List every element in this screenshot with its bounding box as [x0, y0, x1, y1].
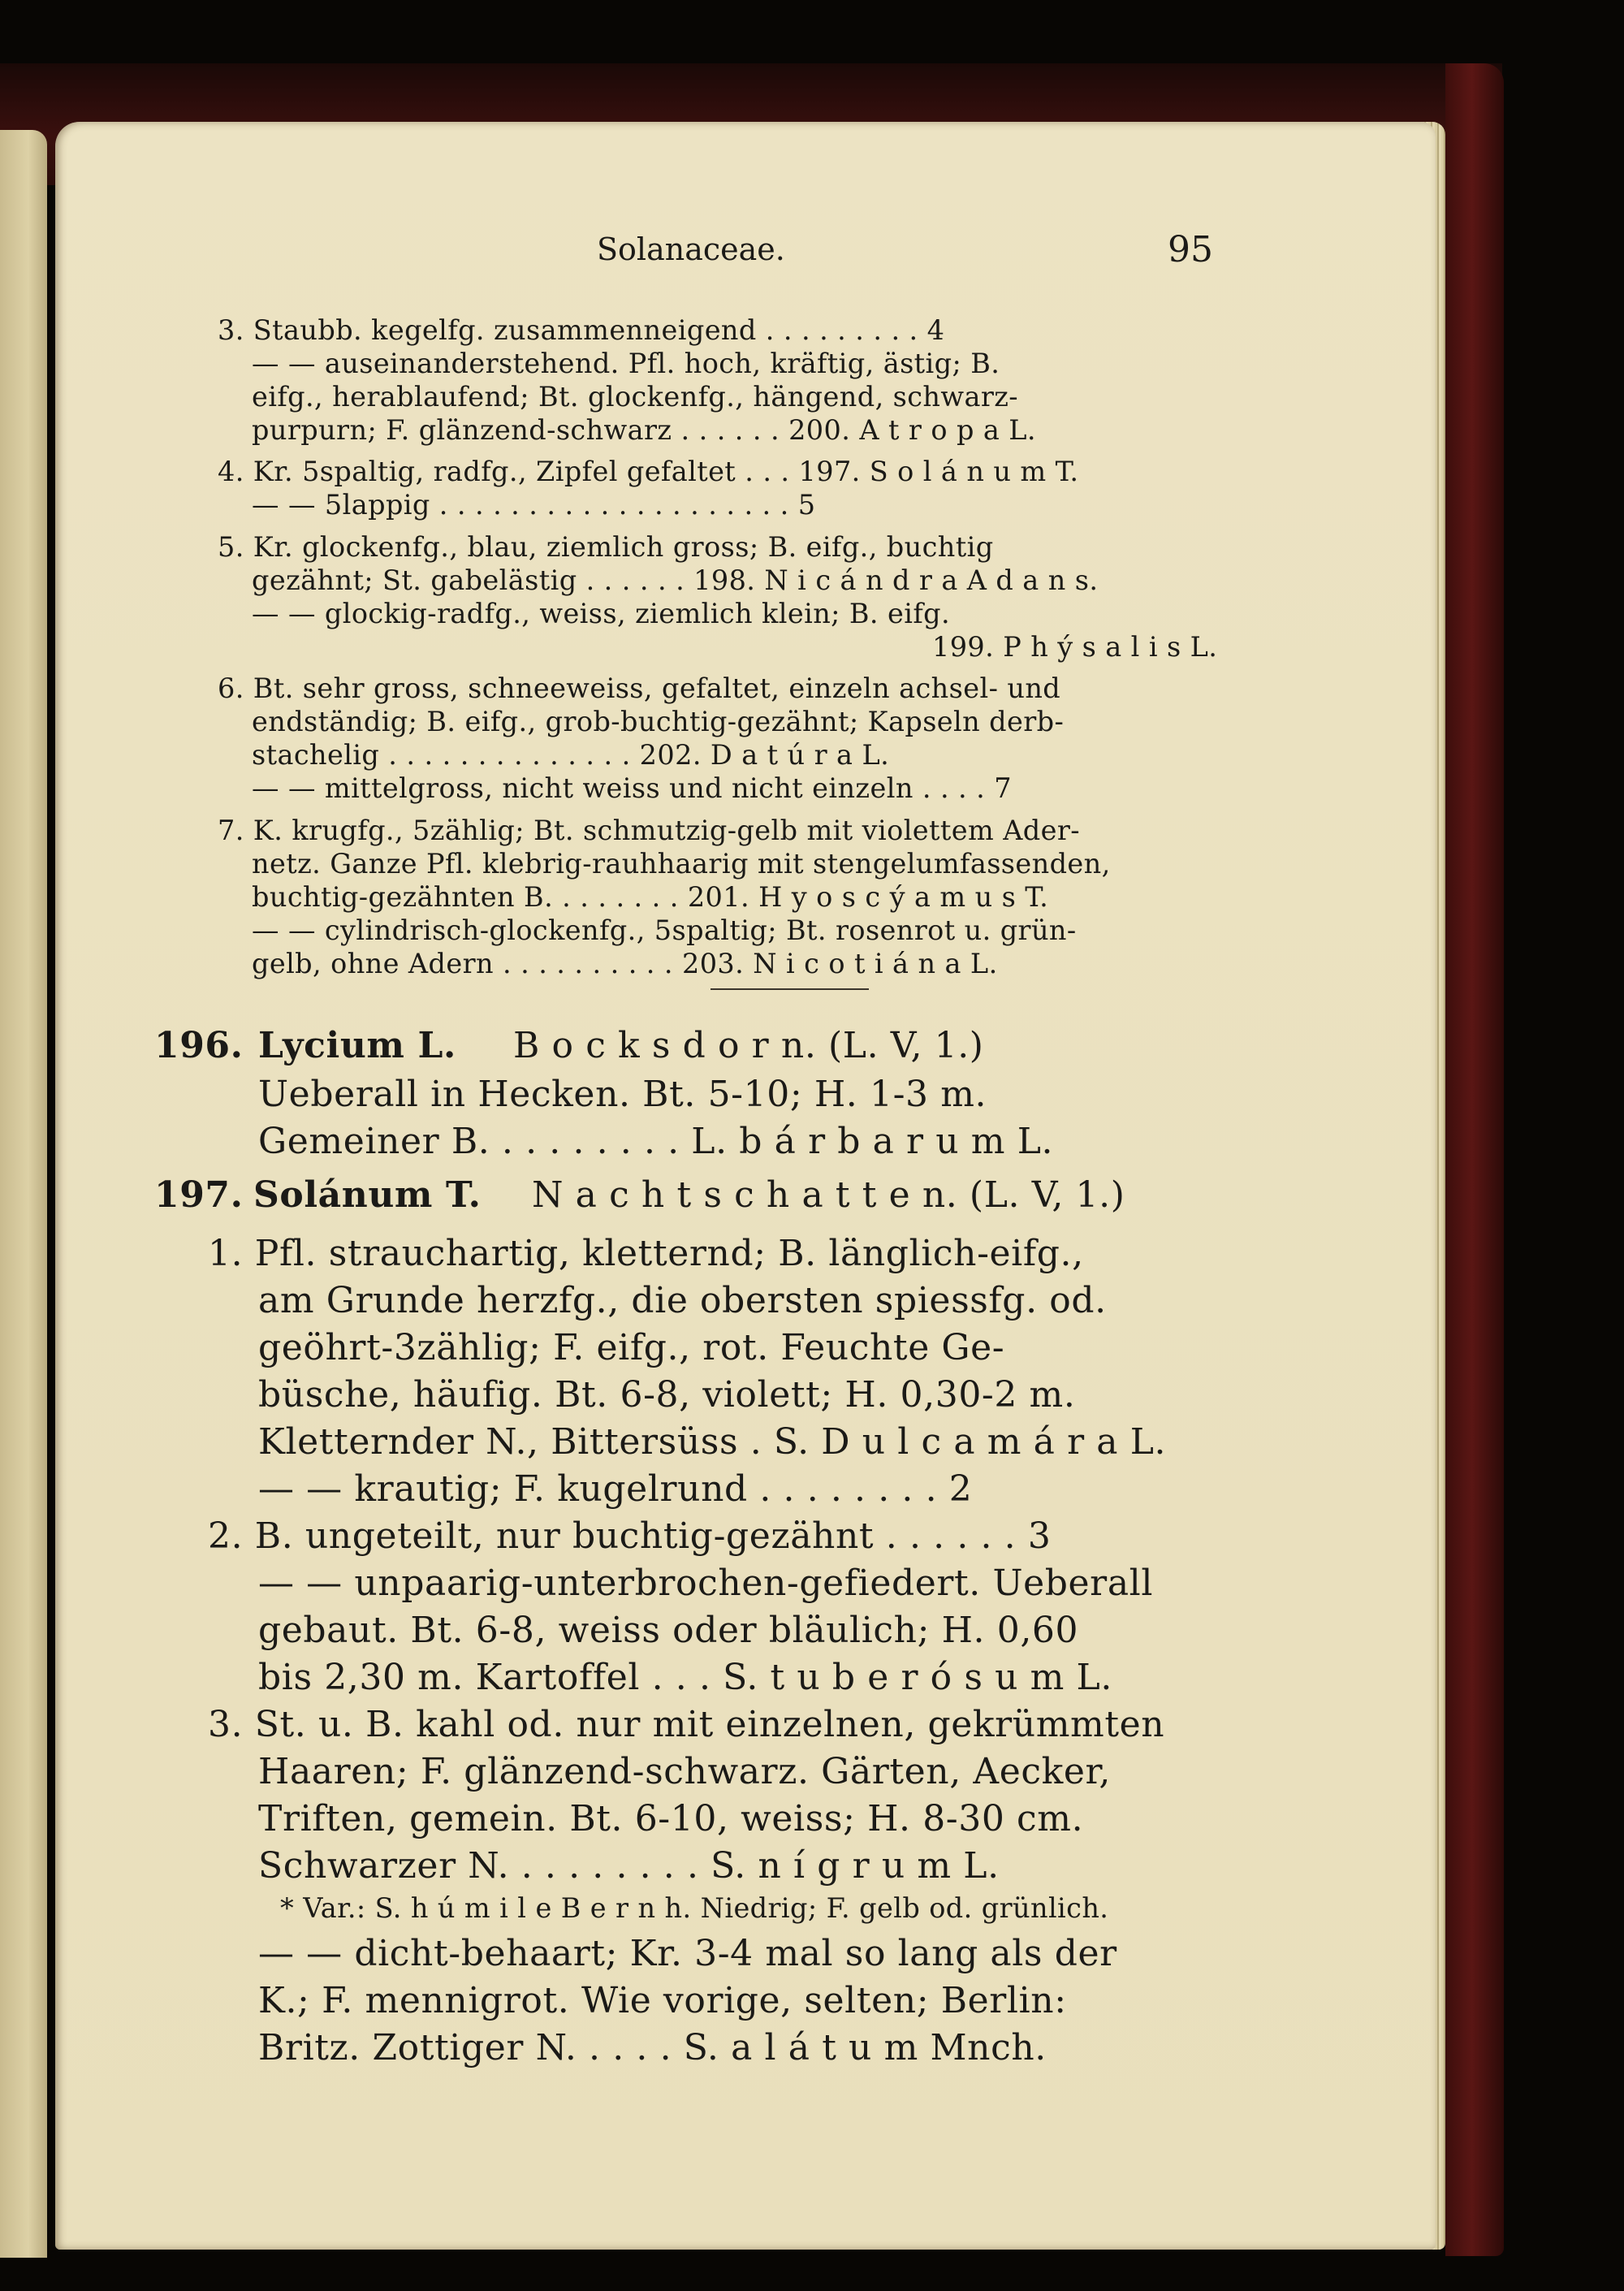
entry-line: Gemeiner B. . . . . . . . . L. b á r b a r u m L. — [258, 1121, 1054, 1162]
key-line: netz. Ganze Pfl. klebrig-rauhhaarig mit stengelumfassenden, — [252, 848, 1111, 880]
entry-line: Ueberall in Hecken. Bt. 5-10; H. 1-3 m. — [258, 1074, 987, 1115]
book-cover-spine — [1445, 63, 1504, 2256]
section-divider — [710, 988, 869, 990]
key-line: — — 5lappig . . . . . . . . . . . . . . . . . . . . 5 — [252, 489, 816, 521]
left-page-edge — [0, 130, 47, 2258]
variety-note: * Var.: S. h ú m i l e B e r n h. Niedrig; F. gelb od. grünlich. — [280, 1892, 1109, 1924]
key-line: 3. Staubb. kegelfg. zusammenneigend . . . . . . . . . 4 — [218, 314, 945, 346]
entry-line: Triften, gemein. Bt. 6-10, weiss; H. 8-30 cm. — [258, 1798, 1084, 1839]
entry-line: büsche, häufig. Bt. 6-8, violett; H. 0,30-2 m. — [258, 1374, 1076, 1416]
entry-line: 2. B. ungeteilt, nur buchtig-gezähnt . . . . . . 3 — [208, 1515, 1052, 1557]
key-line: eifg., herablaufend; Bt. glockenfg., hängend, schwarz- — [252, 381, 1019, 413]
common-name: N a c h t s c h a t t e n. (L. V, 1.) — [532, 1174, 1125, 1216]
key-line: 7. K. krugfg., 5zählig; Bt. schmutzig-gelb mit violettem Ader- — [218, 815, 1080, 846]
entry-line: 3. St. u. B. kahl od. nur mit einzelnen, gekrümmten — [208, 1704, 1165, 1745]
key-line: buchtig-gezähnten B. . . . . . . . 201. H y o s c ý a m u s T. — [252, 881, 1049, 913]
key-line: — — cylindrisch-glockenfg., 5spaltig; Bt. rosenrot u. grün- — [252, 914, 1077, 946]
entry-number: 196. — [154, 1025, 244, 1066]
key-line: 5. Kr. glockenfg., blau, ziemlich gross; B. eifg., buchtig — [218, 531, 994, 563]
key-line: — — glockig-radfg., weiss, ziemlich klein; B. eifg. — [252, 598, 951, 629]
entry-line: — — dicht-behaart; Kr. 3-4 mal so lang als der — [258, 1933, 1117, 1974]
key-line: 6. Bt. sehr gross, schneeweiss, gefaltet, einzeln achsel- und — [218, 672, 1061, 704]
entry-line: 1. Pfl. strauchartig, kletternd; B. länglich-eifg., — [208, 1233, 1084, 1274]
key-line: endständig; B. eifg., grob-buchtig-gezähnt; Kapseln derb- — [252, 706, 1065, 737]
common-name: B o c k s d o r n. (L. V, 1.) — [513, 1025, 984, 1066]
running-title: Solanaceae. — [597, 231, 785, 267]
entry-line: Schwarzer N. . . . . . . . . S. n í g r u m L. — [258, 1845, 1000, 1887]
genus-name: Lycium L. — [258, 1025, 456, 1066]
entry-line: Britz. Zottiger N. . . . . S. a l á t u m Mnch. — [258, 2027, 1047, 2068]
key-line: 4. Kr. 5spaltig, radfg., Zipfel gefaltet . . . 197. S o l á n u m T. — [218, 456, 1079, 487]
entry-line: bis 2,30 m. Kartoffel . . . S. t u b e r ó s u m L. — [258, 1657, 1112, 1698]
entry-line: K.; F. mennigrot. Wie vorige, selten; Berlin: — [258, 1980, 1067, 2021]
key-line: stachelig . . . . . . . . . . . . . . 202. D a t ú r a L. — [252, 739, 890, 771]
key-line: purpurn; F. glänzend-schwarz . . . . . . 200. A t r o p a L. — [252, 414, 1036, 446]
entry-line: — — krautig; F. kugelrund . . . . . . . . 2 — [258, 1468, 973, 1510]
entry-line: — — unpaarig-unterbrochen-gefiedert. Ueberall — [258, 1563, 1153, 1604]
key-line: gelb, ohne Adern . . . . . . . . . . 203. N i c o t i á n a L. — [252, 948, 998, 979]
genus-name: Solánum T. — [253, 1174, 482, 1216]
key-line: 199. P h ý s a l i s L. — [932, 631, 1218, 663]
entry-line: geöhrt-3zählig; F. eifg., rot. Feuchte Ge- — [258, 1327, 1005, 1368]
entry-line: Haaren; F. glänzend-schwarz. Gärten, Aecker, — [258, 1751, 1111, 1792]
page-number: 95 — [1168, 229, 1213, 270]
key-line: — — mittelgross, nicht weiss und nicht einzeln . . . . 7 — [252, 772, 1012, 804]
entry-line: am Grunde herzfg., die obersten spiessfg. od. — [258, 1280, 1107, 1321]
entry-line: gebaut. Bt. 6-8, weiss oder bläulich; H. 0,60 — [258, 1610, 1079, 1651]
key-line: — — auseinanderstehend. Pfl. hoch, kräftig, ästig; B. — [252, 348, 1000, 379]
entry-number: 197. — [154, 1174, 244, 1216]
entry-line: Kletternder N., Bittersüss . S. D u l c a m á r a L. — [258, 1421, 1167, 1463]
key-line: gezähnt; St. gabelästig . . . . . . 198. N i c á n d r a A d a n s. — [252, 564, 1099, 596]
